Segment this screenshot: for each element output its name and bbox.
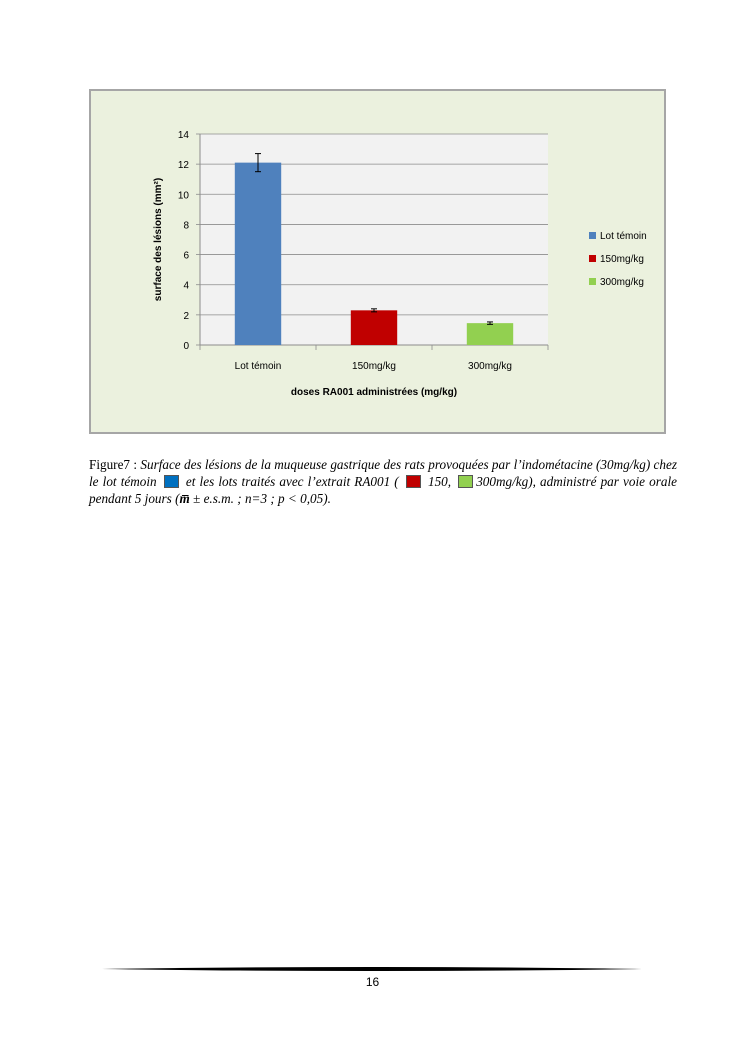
caption-swatch-300	[458, 475, 473, 488]
x-tick-label: 300mg/kg	[468, 361, 512, 372]
y-axis-title: surface des lésions (mm²)	[153, 177, 164, 302]
caption-swatch-150	[406, 475, 421, 488]
page-number: 16	[365, 975, 380, 989]
figure-caption	[89, 456, 677, 507]
legend-swatch	[589, 232, 596, 239]
caption-mean-symbol: m̅	[179, 491, 190, 506]
bar-3	[467, 323, 513, 345]
legend-swatch	[589, 278, 596, 285]
x-tick-label: Lot témoin	[234, 361, 282, 372]
bar-1	[235, 163, 281, 345]
caption-text-1: Surface des lésions de la muqueuse gastrique des rats provoquées par l’indométacine (30mg/kg) chez le lot témoin	[89, 457, 677, 489]
y-tick-label: 0	[183, 341, 189, 352]
y-tick-label: 6	[183, 250, 189, 262]
figure-chart-frame	[89, 89, 666, 434]
bar-2	[351, 310, 397, 345]
x-axis-title: doses RA001 administrées (mg/kg)	[290, 387, 458, 398]
legend-label: Lot témoin	[600, 231, 647, 242]
y-tick-label: 14	[177, 130, 189, 141]
y-tick-label: 4	[183, 280, 189, 292]
caption-text-5: ± e.s.m. ; n=3 ; p < 0,05).	[193, 491, 331, 506]
bar-chart	[91, 91, 664, 432]
caption-text-4: 300mg/kg), administré par voie orale pendant 5 jours (	[89, 474, 677, 506]
legend-label: 150mg/kg	[600, 254, 644, 265]
caption-lead: Figure7 :	[89, 457, 138, 472]
y-tick-label: 8	[183, 220, 189, 232]
y-tick-label: 12	[177, 160, 189, 172]
y-tick-label: 2	[183, 310, 189, 322]
caption-swatch-control	[164, 475, 179, 488]
x-tick-label: 150mg/kg	[352, 361, 396, 372]
y-tick-label: 10	[177, 190, 189, 202]
caption-text-2: et les lots traités avec l’extrait RA001 (	[185, 474, 399, 489]
legend-label: 300mg/kg	[600, 277, 644, 288]
footer-rule	[102, 966, 642, 972]
legend-swatch	[589, 255, 596, 262]
caption-text-3: 150,	[427, 474, 452, 489]
